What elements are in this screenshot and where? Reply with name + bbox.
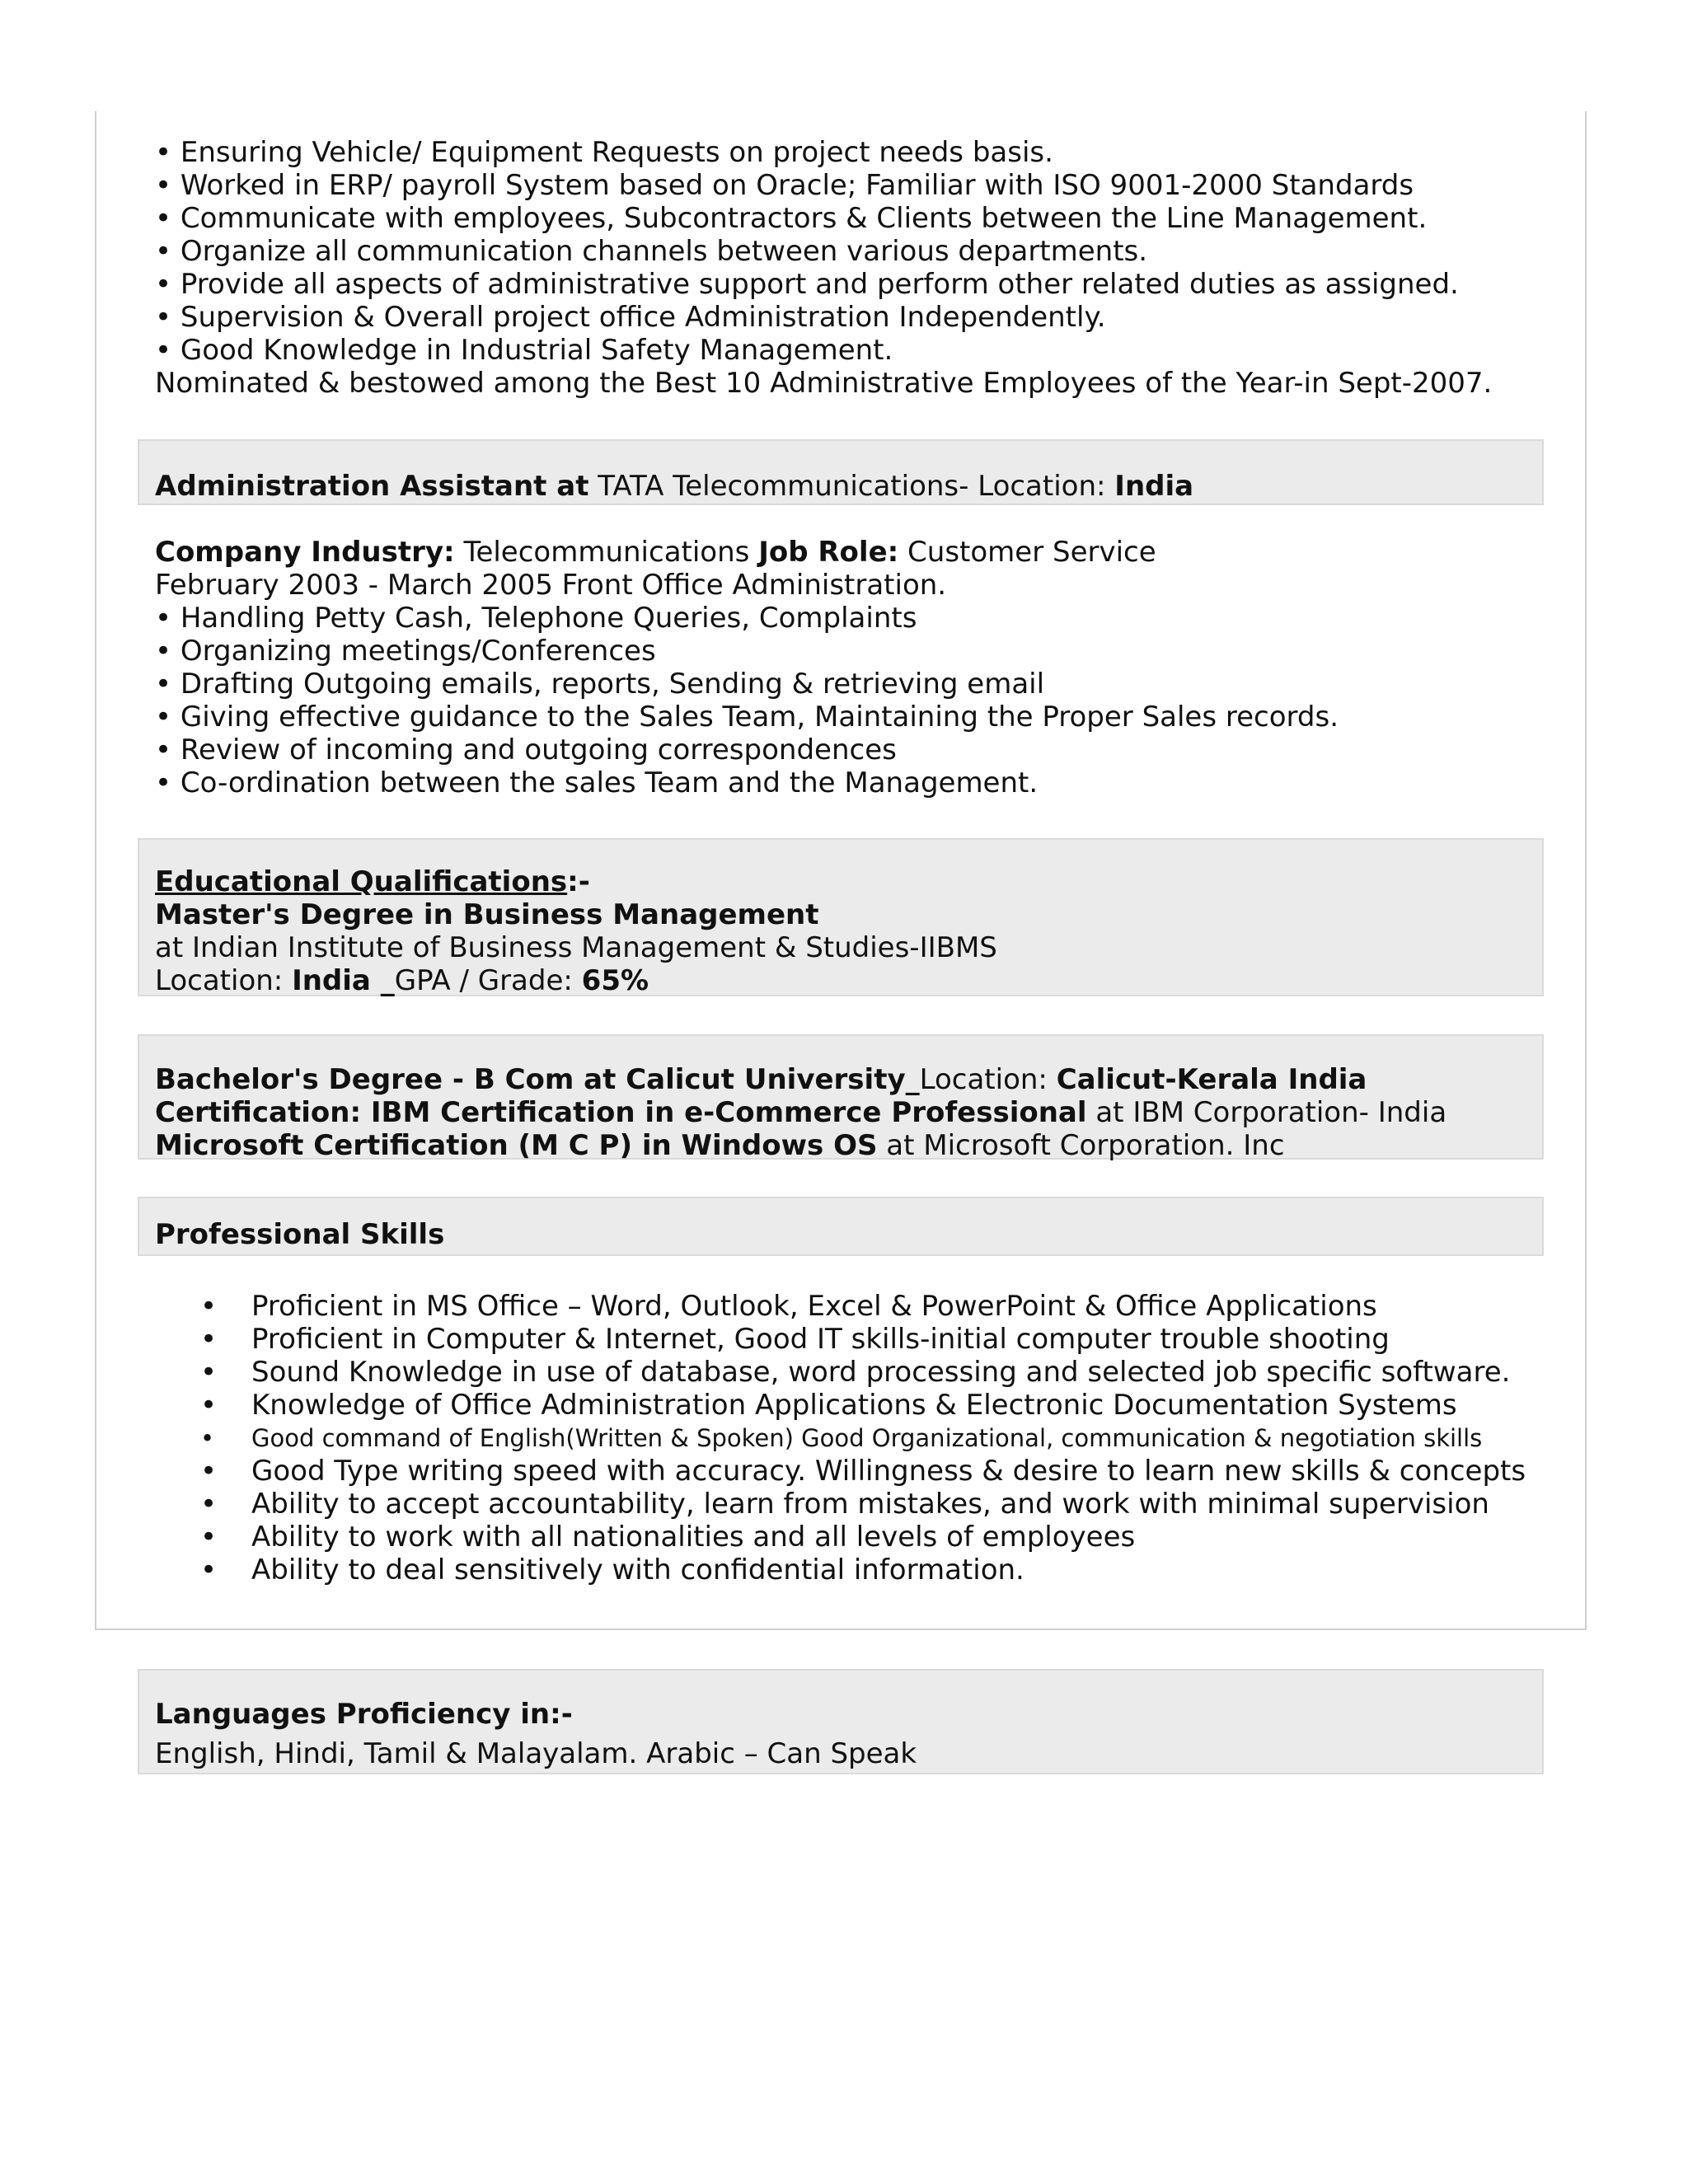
job-duty-item: • Co-ordination between the sales Team and the Management. <box>155 766 1039 799</box>
skill-item: • Knowledge of Office Administration Applications & Electronic Documentation Systems <box>200 1389 1457 1422</box>
job-duty-item: • Review of incoming and outgoing correspondences <box>155 733 897 766</box>
skill-item: • Good command of English(Written & Spoken) Good Organizational, communication & negotiation skills <box>155 1422 1556 1455</box>
languages-section <box>155 1698 1540 1770</box>
gpa-value: 65% <box>581 964 649 997</box>
award-text: Nominated & bestowed among the Best 10 Administrative Employees of the Year-in Sept-2007. <box>155 367 1493 400</box>
education-heading: Educational Qualifications <box>155 865 568 898</box>
bullet-icon: • <box>200 1488 218 1521</box>
languages-list: English, Hindi, Tamil & Malayalam. Arabic – Can Speak <box>155 1737 917 1770</box>
bullet-icon: • <box>200 1554 218 1586</box>
education-section <box>155 865 1540 997</box>
bullet-icon: • <box>200 1323 218 1356</box>
skill-item: • Ability to deal sensitively with confidential information. <box>200 1554 1025 1586</box>
masters-location-label: Location: <box>155 964 293 997</box>
education-heading-suffix: :- <box>567 865 590 898</box>
duty-item: • Worked in ERP/ payroll System based on Oracle; Familiar with ISO 9001-2000 Standards <box>155 169 1414 202</box>
skills-list <box>155 1290 1556 1586</box>
masters-degree: Master's Degree in Business Management <box>155 898 819 931</box>
job-duty-item: • Organizing meetings/Conferences <box>155 635 656 668</box>
bullet-icon: • <box>200 1356 218 1389</box>
microsoft-certification: Microsoft Certification (M C P) in Windows OS <box>155 1129 878 1162</box>
job-duty-item: • Handling Petty Cash, Telephone Queries, Complaints <box>155 602 917 635</box>
duty-item: • Communicate with employees, Subcontractors & Clients between the Line Management. <box>155 202 1428 235</box>
bachelor-location: Calicut-Kerala India <box>1056 1063 1367 1096</box>
skill-item: • Good Type writing speed with accuracy. Willingness & desire to learn new skills & concepts <box>200 1455 1526 1488</box>
bachelor-degree: Bachelor's Degree - B Com at Calicut University_ <box>155 1063 920 1096</box>
ibm-certification: Certification: IBM Certification in e-Commerce Professional <box>155 1096 1087 1129</box>
skills-heading-row <box>155 1218 1540 1251</box>
bullet-icon: • <box>200 1521 218 1554</box>
job-location: India <box>1114 470 1194 503</box>
job-heading <box>155 470 1540 503</box>
bachelor-location-label: Location: <box>919 1063 1057 1096</box>
degree-certifications <box>155 1063 1540 1162</box>
job-company: TATA Telecommunications- Location: <box>588 470 1115 503</box>
bullet-icon: • <box>200 1389 218 1422</box>
skill-item: • Proficient in Computer & Internet, Good IT skills-initial computer trouble shooting <box>200 1323 1390 1356</box>
skill-item: • Ability to accept accountability, learn from mistakes, and work with minimal supervision <box>200 1488 1489 1521</box>
job-dates: February 2003 - March 2005 Front Office Administration. <box>155 569 947 602</box>
skills-heading: Professional Skills <box>155 1218 445 1251</box>
ibm-certification-org: at IBM Corporation- India <box>1086 1096 1447 1129</box>
role-value: Customer Service <box>898 536 1156 569</box>
masters-location: India _ <box>292 964 395 997</box>
bullet-icon: • <box>200 1455 218 1488</box>
previous-job-duties <box>155 136 1540 400</box>
job-details <box>155 536 1540 799</box>
job-duty-item: • Drafting Outgoing emails, reports, Sending & retrieving email <box>155 668 1045 701</box>
duty-item: • Supervision & Overall project office Administration Independently. <box>155 301 1106 334</box>
job-title: Administration Assistant at <box>155 470 589 503</box>
industry-value: Telecommunications <box>454 536 759 569</box>
duty-item: • Organize all communication channels between various departments. <box>155 235 1148 268</box>
bullet-icon: • <box>200 1290 218 1323</box>
duty-item: • Good Knowledge in Industrial Safety Management. <box>155 334 893 367</box>
role-label: Job Role: <box>758 536 899 569</box>
job-duty-item: • Giving effective guidance to the Sales Team, Maintaining the Proper Sales records. <box>155 701 1339 733</box>
industry-label: Company Industry: <box>155 536 455 569</box>
gpa-label: GPA / Grade: <box>394 964 582 997</box>
microsoft-certification-org: at Microsoft Corporation. Inc <box>877 1129 1285 1162</box>
skill-item: • Ability to work with all nationalities and all levels of employees <box>200 1521 1136 1554</box>
skill-item: • Sound Knowledge in use of database, word processing and selected job specific software. <box>200 1356 1511 1389</box>
skill-item: • Proficient in MS Office – Word, Outlook, Excel & PowerPoint & Office Applications <box>200 1290 1377 1323</box>
duty-item: • Ensuring Vehicle/ Equipment Requests on project needs basis. <box>155 136 1053 169</box>
duty-item: • Provide all aspects of administrative support and perform other related duties as assigned. <box>155 268 1459 301</box>
masters-institute: at Indian Institute of Business Management & Studies-IIBMS <box>155 931 997 964</box>
languages-heading: Languages Proficiency in:- <box>155 1698 573 1731</box>
bullet-icon: • <box>200 1424 215 1452</box>
